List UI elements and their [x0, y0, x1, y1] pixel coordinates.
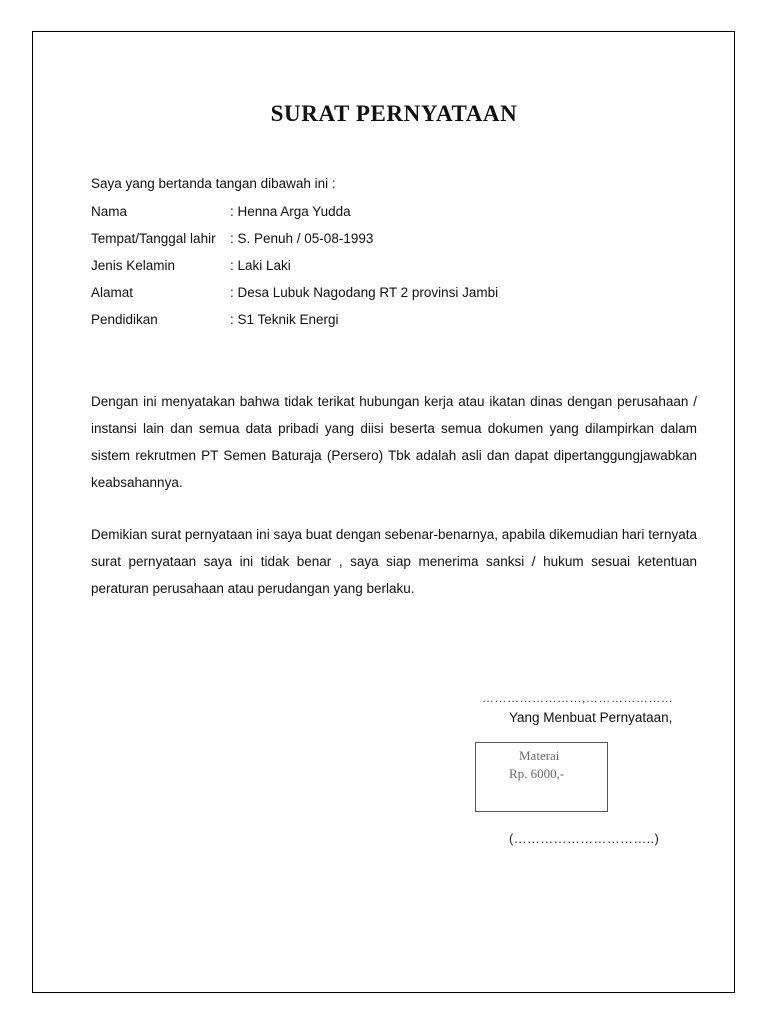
stamp-label: Materai — [519, 748, 560, 763]
signature-name-line: (…………………………..) — [509, 831, 660, 846]
field-value: : Desa Lubuk Nagodang RT 2 provinsi Jambi — [230, 285, 499, 300]
closing-paragraph: Demikian surat pernyataan ini saya buat dengan sebenar-benarnya, apabila dikemudian hari ternyata surat pernyataan saya ini tidak benar , saya siap menerima sanksi / hukum sesuai ketentuan peraturan perusahaan atau perudangan yang berlaku. — [91, 527, 697, 596]
statement-paragraph: Dengan ini menyatakan bahwa tidak terikat hubungan kerja atau ikatan dinas dengan perusahaan / instansi lain dan semua data pribadi yang diisi beserta semua dokumen yang dilampirkan dalam sistem rekrutmen PT Semen Baturaja (Persero) Tbk adalah asli dan dapat dipertanggungjawabkan keabsahannya. — [91, 394, 697, 490]
field-label: Jenis Kelamin — [91, 258, 176, 273]
intro-text: Saya yang bertanda tangan dibawah ini : — [91, 176, 336, 191]
field-label: Alamat — [91, 285, 134, 300]
place-date-line: ……………………,………………… — [482, 691, 674, 705]
field-label: Pendidikan — [91, 312, 158, 327]
field-value: : S. Penuh / 05-08-1993 — [230, 231, 374, 246]
field-value: : Laki Laki — [230, 258, 291, 273]
field-value: : S1 Teknik Energi — [230, 312, 339, 327]
field-label: Nama — [91, 204, 128, 219]
field-value: : Henna Arga Yudda — [230, 204, 351, 219]
stamp-amount: Rp. 6000,- — [509, 766, 565, 781]
signer-label: Yang Menbuat Pernyataan, — [509, 710, 673, 725]
document-title: SURAT PERNYATAAN — [270, 101, 518, 126]
field-label: Tempat/Tanggal lahir — [91, 231, 216, 246]
